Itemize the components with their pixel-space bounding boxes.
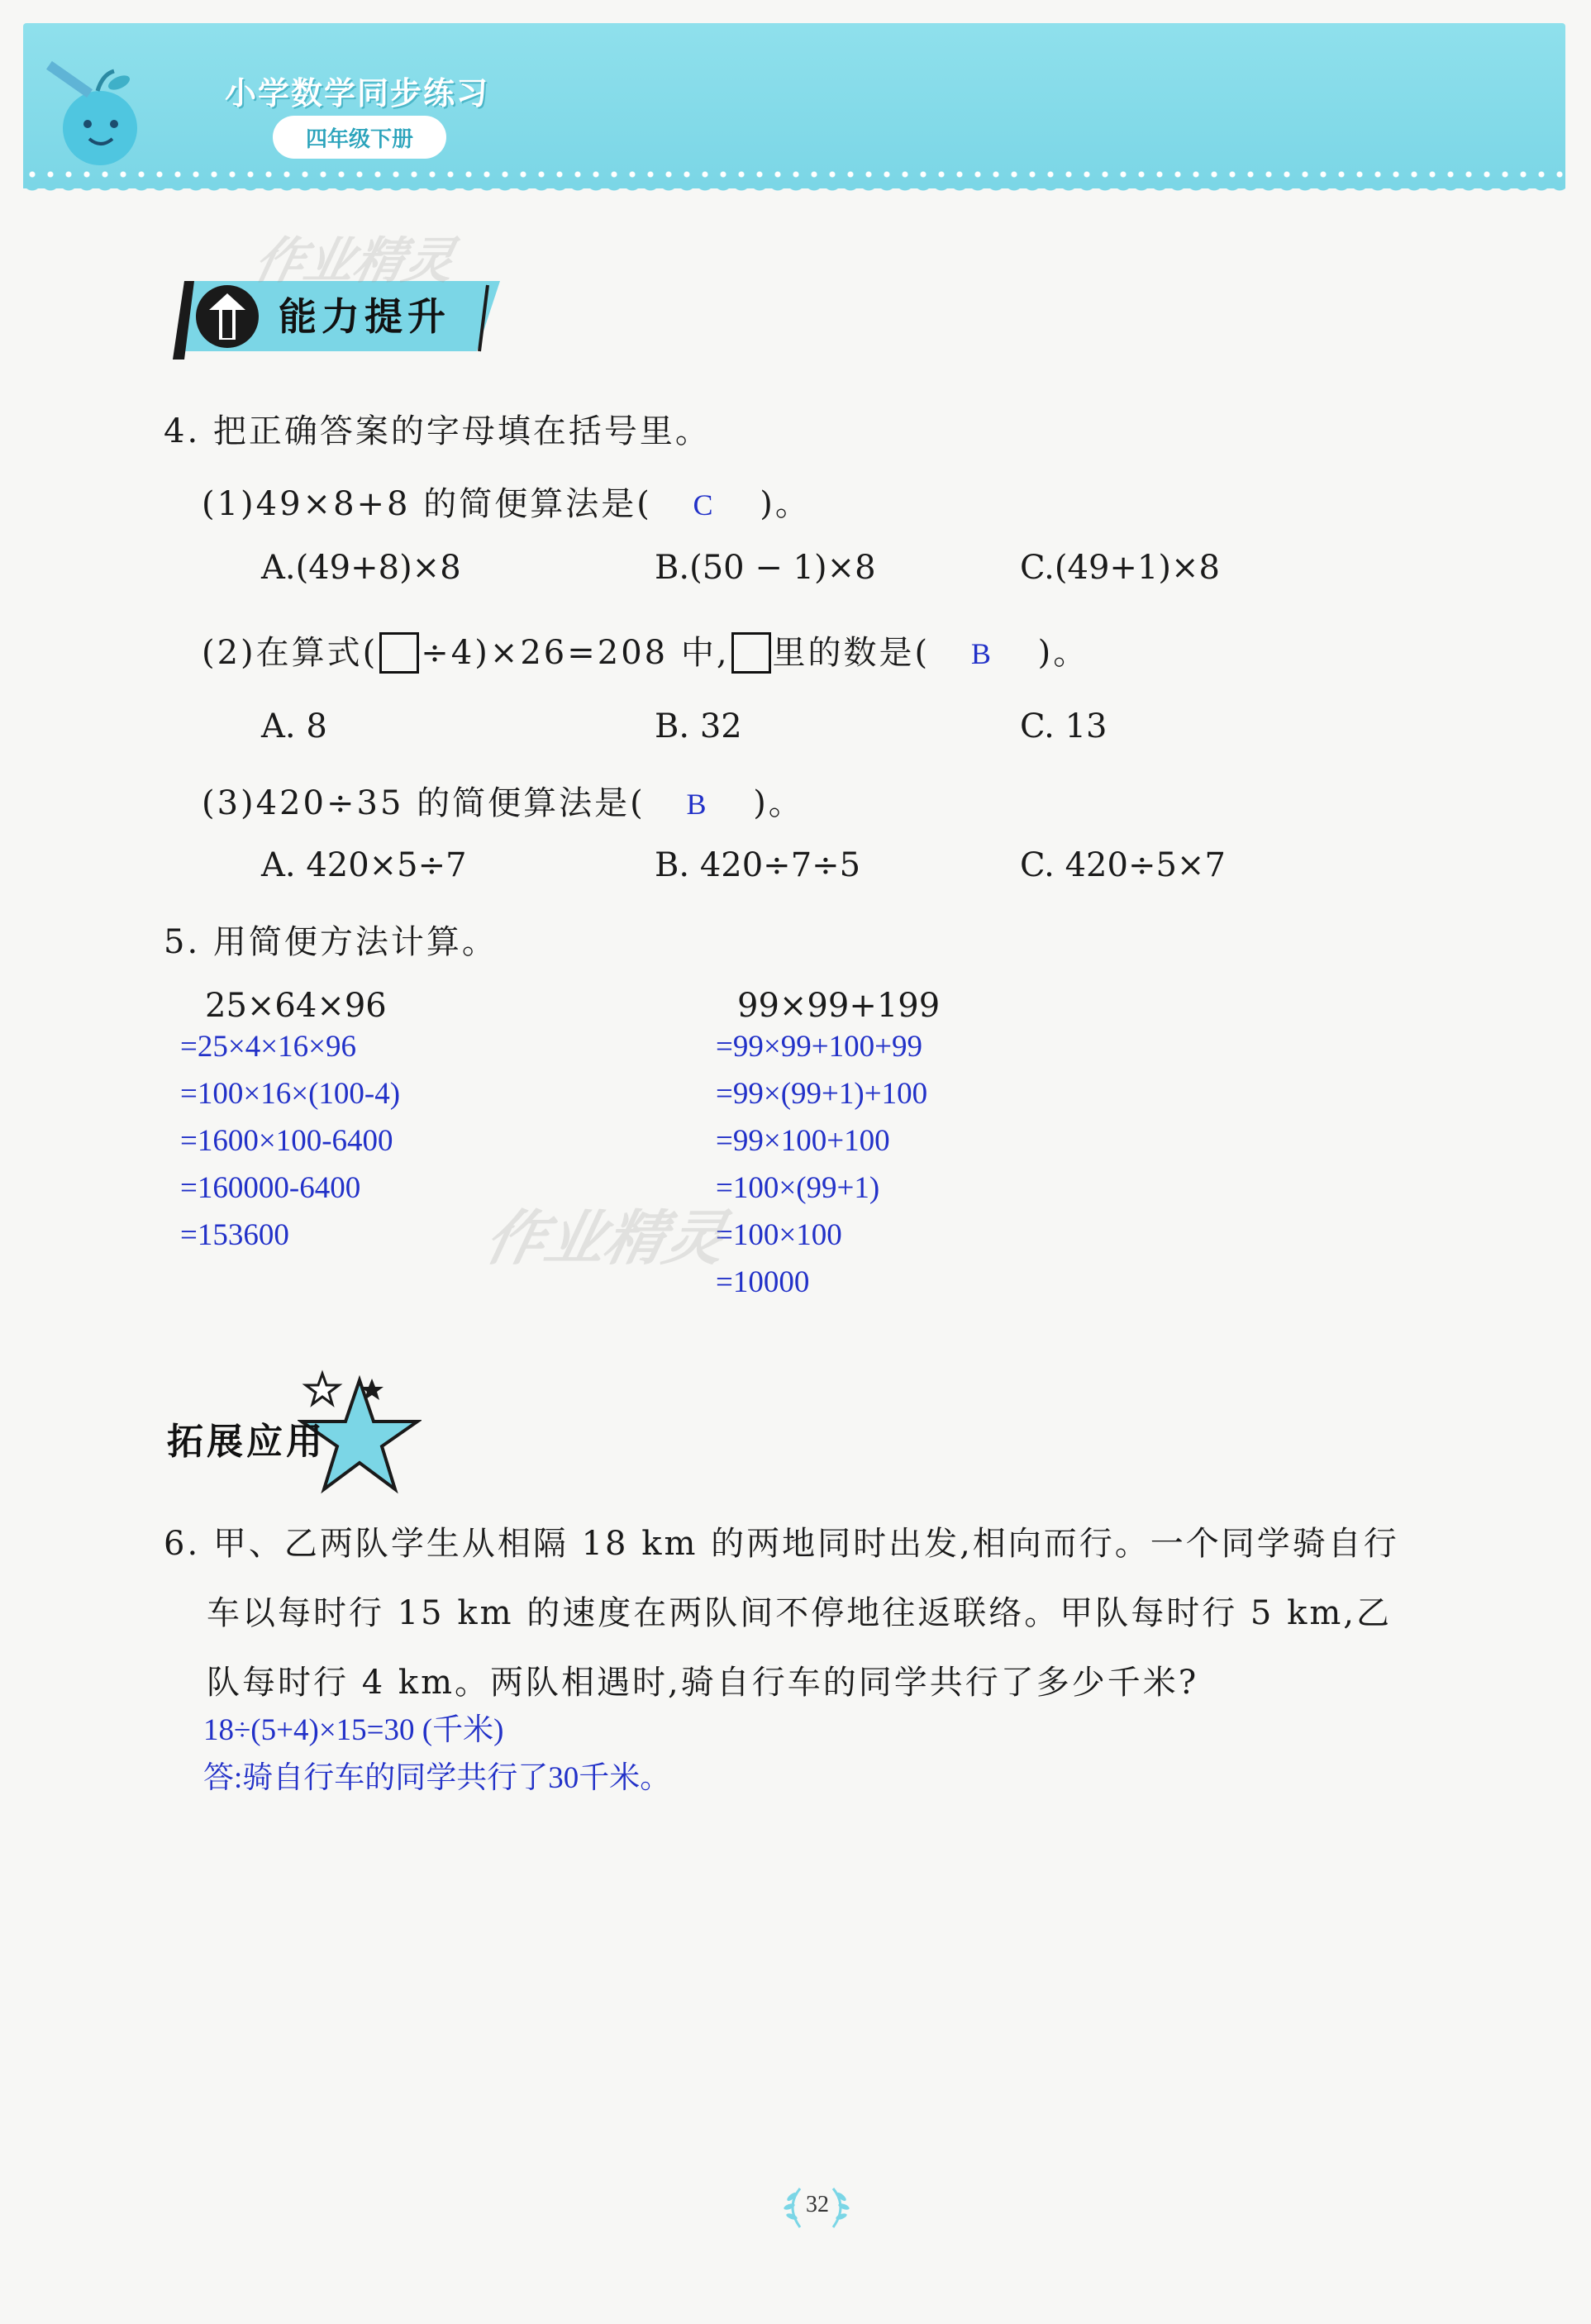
section1-title: 能力提升	[279, 294, 450, 339]
q4-part2	[202, 626, 1088, 674]
q4-part1-text: (1)49×8+8 的简便算法是(	[202, 485, 652, 523]
mascot-apple-icon	[38, 58, 154, 174]
blank-box	[379, 632, 419, 674]
q4-part2-text-a: (2)在算式(	[202, 634, 379, 672]
blank-box	[731, 632, 771, 674]
q4-part3-option-b: B. 420÷7÷5	[655, 846, 861, 884]
q4-part3-text: (3)420÷35 的简便算法是(	[202, 784, 645, 822]
q5-stem: 5. 用简便方法计算。	[164, 923, 498, 961]
q5-right-step: =99×100+100	[716, 1124, 890, 1158]
q5-right-step: =100×100	[716, 1218, 842, 1252]
q6-answer: 答:骑自行车的同学共行了30千米。	[203, 1761, 671, 1795]
q4-part3-close: )。	[753, 784, 804, 822]
grade-label: 四年级下册	[305, 127, 413, 152]
q5-left-step: =100×16×(100-4)	[180, 1077, 401, 1111]
q4-part3-option-a: A. 420×5÷7	[261, 846, 467, 884]
q5-right-expression: 99×99+199	[737, 987, 941, 1025]
q4-part2-answer: B	[970, 637, 993, 670]
q4-part1-option-b: B.(50 − 1)×8	[655, 549, 876, 587]
q6-work: 18÷(5+4)×15=30 (千米)	[203, 1713, 504, 1747]
q4-part2-text-b: ÷4)×26=208 中,	[421, 634, 730, 672]
q4-part1-answer: C	[693, 488, 716, 521]
q4-part2-option-c: C. 13	[1020, 707, 1108, 745]
q4-stem: 4. 把正确答案的字母填在括号里。	[164, 412, 711, 450]
q4-part2-option-a: A. 8	[261, 707, 327, 745]
q4-part3-answer: B	[686, 788, 709, 821]
q5-left-step: =160000-6400	[180, 1171, 361, 1205]
q4-part3	[202, 777, 804, 824]
q5-left-expression: 25×64×96	[205, 987, 387, 1025]
q4-part2-option-b: B. 32	[655, 707, 742, 745]
watermark-top: 作业精灵	[249, 232, 460, 290]
watermark-middle: 作业精灵	[479, 1203, 732, 1273]
q6-line2: 车以每时行 15 km 的速度在两队间不停地往返联络。甲队每时行 5 km,乙	[207, 1594, 1392, 1632]
q5-right-step: =100×(99+1)	[716, 1171, 880, 1205]
page-number: 32	[806, 2192, 829, 2217]
book-title: 小学数学同步练习	[225, 75, 490, 112]
q5-left-step: =1600×100-6400	[180, 1124, 393, 1158]
header-scallop-edge	[23, 182, 1565, 200]
q4-part3-option-c: C. 420÷5×7	[1020, 846, 1226, 884]
q6-line1: 6. 甲、乙两队学生从相隔 18 km 的两地同时出发,相向而行。一个同学骑自行	[164, 1525, 1399, 1563]
section2-title: 拓展应用	[167, 1421, 326, 1463]
q4-part1-close: )。	[760, 485, 811, 523]
q4-part2-text-c: 里的数是(	[772, 634, 931, 672]
header-dot-border	[23, 170, 1565, 179]
q5-right-step: =99×99+100+99	[716, 1030, 922, 1064]
q4-part1-option-c: C.(49+1)×8	[1020, 549, 1220, 587]
q6-line3: 队每时行 4 km。两队相遇时,骑自行车的同学共行了多少千米?	[207, 1664, 1199, 1702]
q4-part2-close: )。	[1037, 634, 1089, 672]
q5-left-step: =25×4×16×96	[180, 1030, 356, 1064]
q4-part1-option-a: A.(49+8)×8	[261, 549, 461, 587]
q4-part1	[202, 478, 811, 525]
q5-right-step: =99×(99+1)+100	[716, 1077, 928, 1111]
q5-left-step: =153600	[180, 1218, 289, 1252]
q5-right-step: =10000	[716, 1265, 810, 1299]
